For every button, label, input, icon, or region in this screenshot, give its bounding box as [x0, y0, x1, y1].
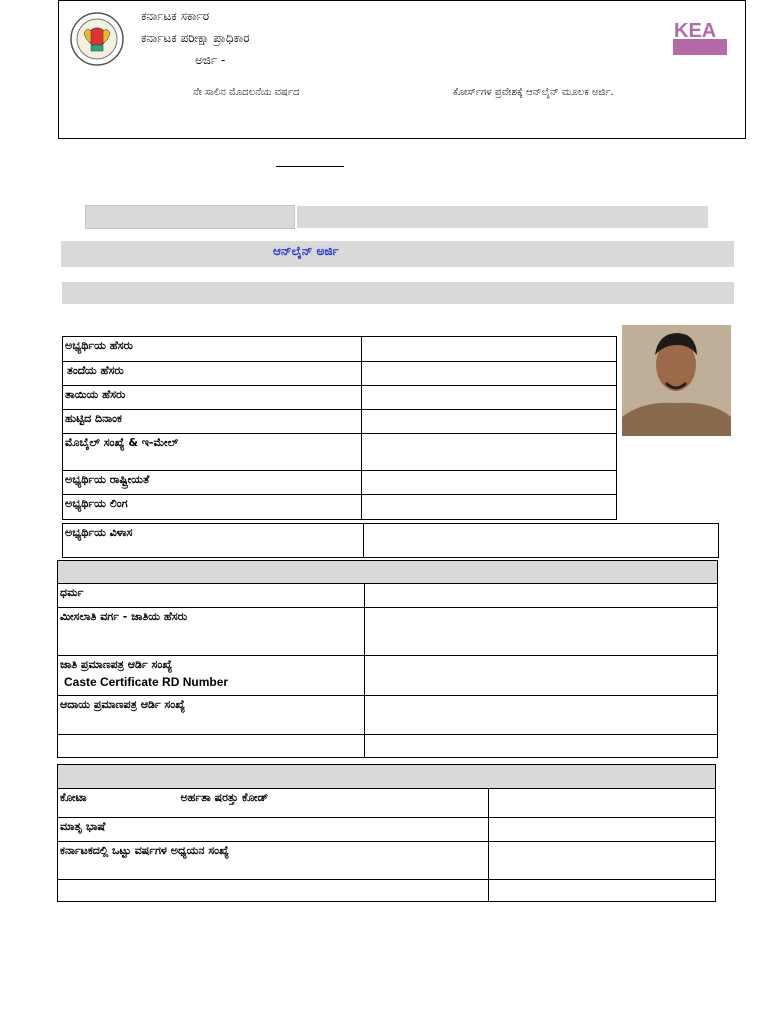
karnataka-emblem-icon [69, 11, 125, 67]
table-row [63, 471, 617, 495]
income-certificate-field[interactable] [364, 696, 717, 735]
candidate-name-field[interactable] [362, 337, 617, 362]
kea-logo-text: KEA [674, 20, 717, 42]
study-years-field[interactable] [489, 842, 716, 880]
header-subtitle-left: ನೇ ಸಾಲಿನ ಮೊದಲನೆಯ ವರ್ಷದ [193, 87, 300, 98]
table-row [58, 696, 718, 735]
grey-separator-bar [62, 282, 734, 304]
row-label [58, 735, 365, 758]
empty-field[interactable] [489, 880, 716, 902]
header-subtitle-right: ಕೋರ್ಸ್‌ಗಳ ಪ್ರವೇಶಕ್ಕೆ ಆನ್‌ಲೈನ್ ಮೂಲಕ ಅರ್ಜಿ. [453, 87, 614, 98]
quota-label-cell [58, 789, 489, 818]
personal-details-table [62, 336, 617, 520]
table-row [63, 495, 617, 520]
table-row [58, 656, 718, 696]
row-label: ಮೀಸಲಾತಿ ವರ್ಗ - ಜಾತಿಯ ಹೆಸರು [58, 608, 365, 656]
table-row [63, 337, 617, 362]
section-header [58, 561, 718, 584]
row-label: ಅಭ್ಯರ್ಥಿಯ ಲಿಂಗ [63, 495, 362, 520]
quota-table [57, 764, 716, 902]
table-row [58, 584, 718, 608]
kea-logo-icon [671, 9, 731, 57]
row-label: ಅಭ್ಯರ್ಥಿಯ ವಿಳಾಸ [63, 524, 364, 558]
title-underline [276, 166, 344, 167]
online-application-title: ಆನ್‌ಲೈನ್ ಅರ್ಜಿ [273, 244, 339, 258]
row-label: ಧರ್ಮ [58, 584, 365, 608]
row-label: ಅಭ್ಯರ್ಥಿಯ ರಾಷ್ಟ್ರೀಯತೆ [63, 471, 362, 495]
row-label: ಕೋಟಾ [60, 791, 87, 804]
grey-field-right [297, 206, 708, 228]
table-row [58, 608, 718, 656]
row-label: ಅರ್ಹತಾ ಷರತ್ತು ಕೋಡ್ [180, 791, 269, 804]
candidate-photo [622, 325, 731, 436]
address-field[interactable] [363, 524, 718, 558]
empty-field[interactable] [364, 735, 717, 758]
row-label: ಕರ್ನಾಟಕದಲ್ಲಿ ಒಟ್ಟು ವರ್ಷಗಳ ಅಧ್ಯಯನ ಸಂಖ್ಯೆ [58, 842, 489, 880]
section-header-row [58, 765, 716, 789]
religion-field[interactable] [364, 584, 717, 608]
table-row [63, 434, 617, 471]
candidate-photo-image [622, 325, 731, 436]
row-label: ಮಾತೃ ಭಾಷೆ [58, 818, 489, 842]
table-row [63, 410, 617, 434]
table-row [58, 880, 716, 902]
row-label: ತಂದೆಯ ಹೆಸರು [63, 362, 362, 386]
gender-field[interactable] [362, 495, 617, 520]
father-name-field[interactable] [362, 362, 617, 386]
row-label: ಅಭ್ಯರ್ಥಿಯ ಹೆಸರು [63, 337, 362, 362]
row-label: ಜಾತಿ ಪ್ರಮಾಣಪತ್ರ ಆರ್ಡಿ ಸಂಖ್ಯೆ [60, 658, 173, 671]
header-line-1: ಕರ್ನಾಟಕ ಸರ್ಕಾರ [141, 9, 210, 23]
reservation-category-field[interactable] [364, 608, 717, 656]
mobile-email-field[interactable] [362, 434, 617, 471]
row-label: ತಾಯಿಯ ಹೆಸರು [63, 386, 362, 410]
row-label: ಮೊಬೈಲ್ ಸಂಖ್ಯೆ & ಇ-ಮೇಲ್ [63, 434, 362, 471]
row-label: ಆದಾಯ ಪ್ರಮಾಣಪತ್ರ ಆರ್ಡಿ ಸಂಖ್ಯೆ [58, 696, 365, 735]
row-label-english: Caste Certificate RD Number [64, 675, 229, 689]
section-header-row [58, 561, 718, 584]
header-line-2: ಕರ್ನಾಟಕ ಪರೀಕ್ಷಾ ಪ್ರಾಧಿಕಾರ [141, 31, 250, 45]
caste-certificate-field[interactable] [364, 656, 717, 696]
address-table [62, 523, 719, 558]
quota-field[interactable] [489, 789, 716, 818]
table-row [63, 386, 617, 410]
table-row [63, 524, 719, 558]
date-of-birth-field[interactable] [362, 410, 617, 434]
caste-certificate-label-cell [58, 656, 365, 696]
mother-tongue-field[interactable] [489, 818, 716, 842]
grey-field-left [85, 205, 295, 229]
online-title-bar [61, 241, 734, 267]
table-row [58, 735, 718, 758]
table-row [58, 818, 716, 842]
row-label: ಹುಟ್ಟಿದ ದಿನಾಂಕ [63, 410, 362, 434]
nationality-field[interactable] [362, 471, 617, 495]
table-row [58, 789, 716, 818]
table-row [63, 362, 617, 386]
mother-name-field[interactable] [362, 386, 617, 410]
table-row [58, 842, 716, 880]
category-table [57, 560, 718, 758]
row-label [58, 880, 489, 902]
header-line-3: ಅರ್ಜಿ - [195, 53, 226, 67]
section-header [58, 765, 716, 789]
header-box [58, 0, 746, 139]
